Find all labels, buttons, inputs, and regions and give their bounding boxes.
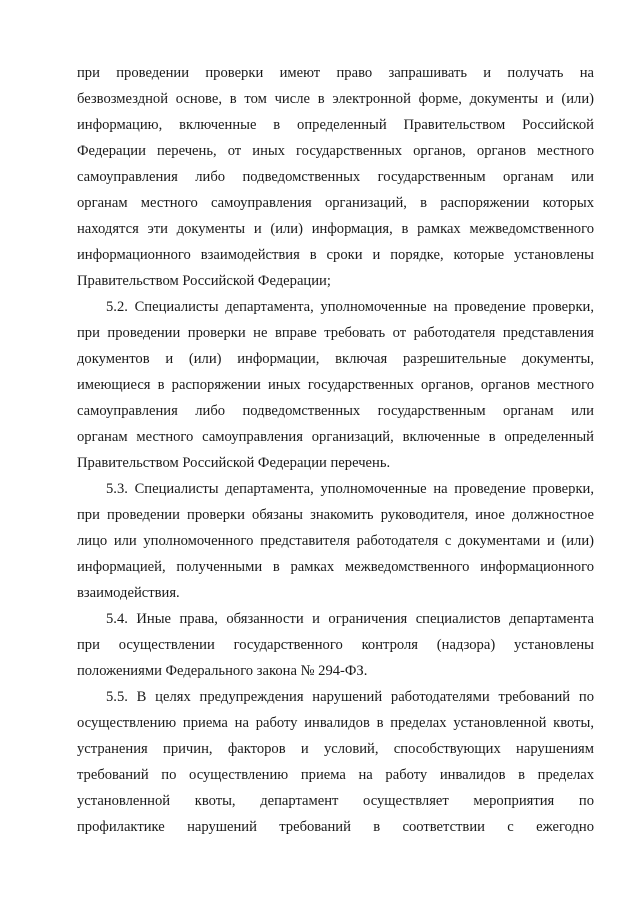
text-line: при проведении проверки не вправе требовать от работодателя представления [77, 325, 594, 341]
text-line: самоуправления либо подведомственных государственным органам или [77, 403, 594, 419]
text-line: самоуправления либо подведомственных государственным органам или [77, 169, 594, 185]
paragraph-5-4-first-line: 5.4. Иные права, обязанности и ограничения специалистов департамента [106, 611, 594, 627]
text-line: документов и (или) информации, включая разрешительные документы, [77, 351, 594, 367]
text-line: при проведении проверки имеют право запрашивать и получать на [77, 65, 594, 81]
text-line: взаимодействия. [77, 585, 180, 601]
text-line: информационного взаимодействия в сроки и порядке, которые установлены [77, 247, 594, 263]
paragraph-5-5-first-line: 5.5. В целях предупреждения нарушений работодателями требований по [106, 689, 594, 705]
text-line: при проведении проверки обязаны знакомить руководителя, иное должностное [77, 507, 594, 523]
text-line: при осуществлении государственного контроля (надзора) установлены [77, 637, 594, 653]
text-line: лицо или уполномоченного представителя работодателя с документами и (или) [77, 533, 594, 549]
text-line: органам местного самоуправления организаций, включенные в определенный [77, 429, 594, 445]
paragraph-5-2-first-line: 5.2. Специалисты департамента, уполномоченные на проведение проверки, [106, 299, 594, 315]
text-line: информацию, включенные в определенный Правительством Российской [77, 117, 594, 133]
text-line: осуществлению приема на работу инвалидов в пределах установленной квоты, [77, 715, 594, 731]
text-line: безвозмездной основе, в том числе в электронной форме, документы и (или) [77, 91, 594, 107]
text-line: Правительством Российской Федерации перечень. [77, 455, 391, 471]
text-line: информацией, полученными в рамках межведомственного информационного [77, 559, 594, 575]
text-line: положениями Федерального закона № 294-ФЗ. [77, 663, 368, 679]
text-line: Федерации перечень, от иных государственных органов, органов местного [77, 143, 594, 159]
text-line: имеющиеся в распоряжении иных государственных органов, органов местного [77, 377, 594, 393]
text-line: Правительством Российской Федерации; [77, 273, 331, 289]
paragraph-5-3-first-line: 5.3. Специалисты департамента, уполномоченные на проведение проверки, [106, 481, 594, 497]
text-line: установленной квоты, департамент осуществляет мероприятия по [77, 793, 594, 809]
text-line: профилактике нарушений требований в соответствии с ежегодно [77, 819, 594, 835]
text-line: устранения причин, факторов и условий, способствующих нарушениям [77, 741, 594, 757]
text-line: находятся эти документы и (или) информация, в рамках межведомственного [77, 221, 594, 237]
text-line: требований по осуществлению приема на работу инвалидов в пределах [77, 767, 594, 783]
text-line: органам местного самоуправления организаций, в распоряжении которых [77, 195, 594, 211]
